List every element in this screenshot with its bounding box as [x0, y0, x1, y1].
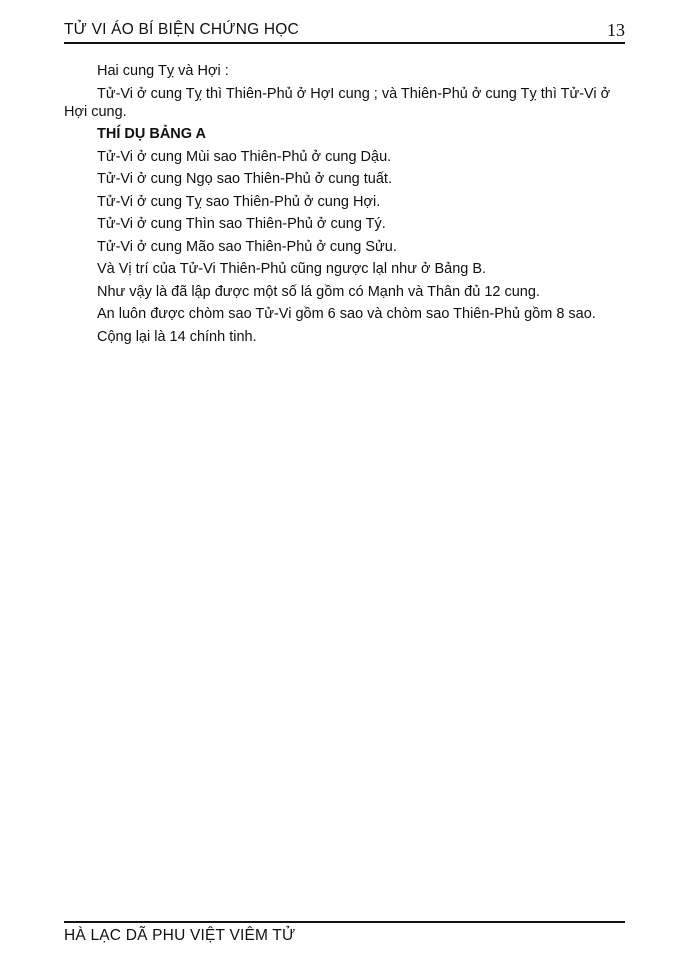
example-line-2: Tử-Vi ở cung Ngọ sao Thiên-Phủ ở cung tuất.: [97, 171, 392, 187]
example-line-1: Tử-Vi ở cung Mùi sao Thiên-Phủ ở cung Dậu.: [97, 148, 392, 165]
example-heading: THÍ DỤ BẢNG A: [97, 126, 207, 142]
page-body: [64, 62, 625, 350]
closing-line-3: An luôn được chòm sao Tử-Vi gồm 6 sao và chòm sao Thiên-Phủ gồm 8 sao.: [97, 306, 596, 322]
example-line-5: Tử-Vi ở cung Mão sao Thiên-Phủ ở cung Sửu.: [97, 238, 397, 255]
running-header-title: TỬ VI ÁO BÍ BIỆN CHỨNG HỌC: [64, 21, 299, 38]
closing-line-1: Và Vị trí của Tử-Vi Thiên-Phủ cũng ngược lạl như ở Bảng B.: [97, 261, 487, 277]
page-header: [64, 21, 625, 44]
paragraph-intro: Hai cung Tỵ và Hợi :: [97, 63, 229, 79]
footer-author-text: HÀ LẠC DÃ PHU VIỆT VIÊM TỬ: [64, 927, 296, 944]
page-number: 13: [607, 20, 625, 40]
paragraph-rule: Tử-Vi ở cung Tỵ thì Thiên-Phủ ở HợI cung ; và Thiên-Phủ ở cung Tỵ thì Tử-Vi ở Hợi cung.: [64, 85, 611, 120]
example-line-3: Tử-Vi ở cung Tỵ sao Thiên-Phủ ở cung Hợi.: [97, 193, 381, 210]
closing-line-4: Cộng lại là 14 chính tinh.: [97, 328, 257, 345]
page-footer: [64, 921, 625, 945]
closing-line-2: Như vậy là đã lập được một số lá gồm có Mạnh và Thân đủ 12 cung.: [97, 283, 540, 300]
example-line-4: Tử-Vi ở cung Thìn sao Thiên-Phủ ở cung Tý.: [97, 216, 386, 232]
